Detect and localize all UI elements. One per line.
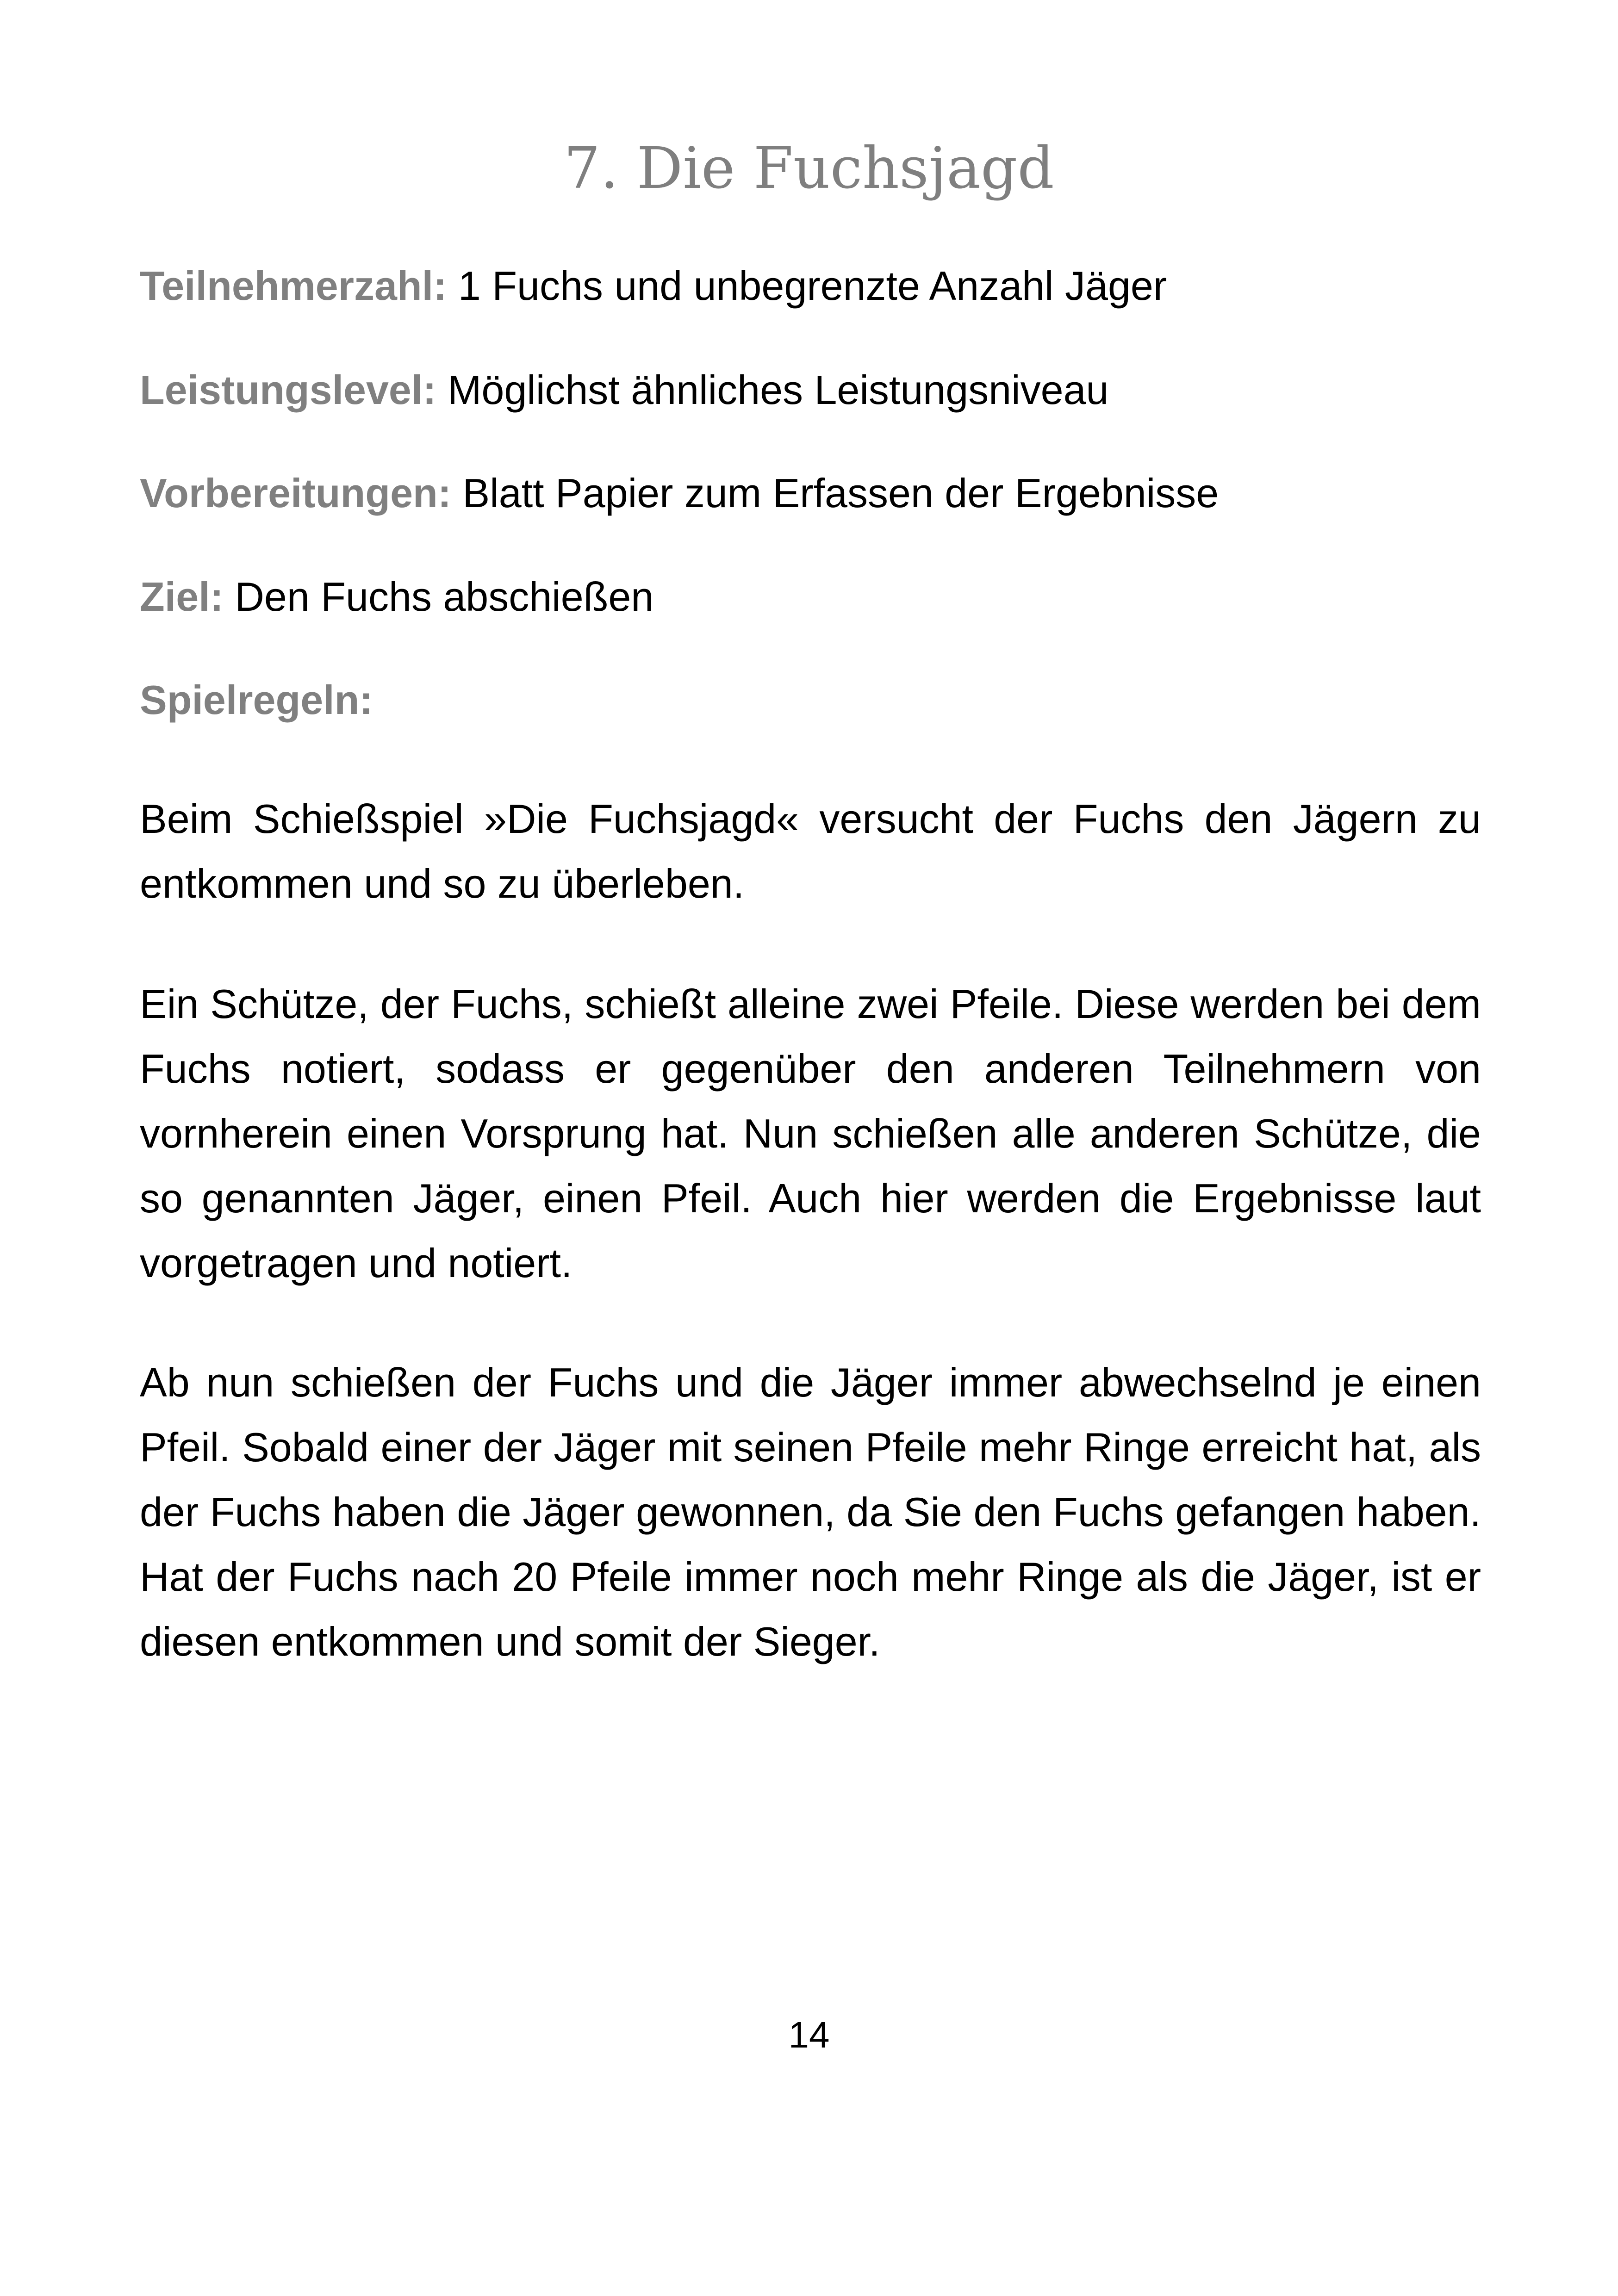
- meta-level-label: Leistungslevel:: [140, 367, 436, 413]
- meta-goal-value: Den Fuchs abschießen: [235, 574, 654, 620]
- meta-preparations: [140, 469, 1482, 518]
- meta-preparations-value: Blatt Papier zum Erfassen der Ergebnisse: [462, 470, 1219, 516]
- meta-rules-label: Spielregeln:: [140, 677, 373, 723]
- meta-level-value: Möglichst ähnliches Leistungsniveau: [448, 367, 1109, 413]
- meta-goal: [140, 572, 1482, 621]
- meta-rules: [140, 676, 1482, 725]
- meta-preparations-label: Vorbereitungen:: [140, 470, 452, 516]
- meta-participants-value: 1 Fuchs und unbegrenzte Anzahl Jäger: [458, 263, 1167, 309]
- page-title: 7. Die Fuchsjagd: [564, 135, 1054, 202]
- meta-level: [140, 366, 1482, 415]
- meta-goal-label: Ziel:: [140, 574, 224, 620]
- body-paragraph: Beim Schießspiel »Die Fuchsjagd« versucht der Fuchs den Jägern zu entkommen und so zu überleben.: [140, 796, 1481, 906]
- meta-participants-label: Teilnehmerzahl:: [140, 263, 447, 309]
- meta-participants: [140, 261, 1482, 310]
- body-paragraph: Ab nun schießen der Fuchs und die Jäger immer abwechselnd je einen Pfeil. Sobald einer der Jäger mit seinen Pfeile mehr Ringe erreicht hat, als der Fuchs haben die Jäger gewonnen, da Sie den Fuchs gefangen haben. Hat der Fuchs nach 20 Pfeile immer noch mehr Ringe als die Jäger, ist er diesen entkommen und somit der Sieger.: [140, 1359, 1481, 1664]
- body-paragraph: Ein Schütze, der Fuchs, schießt alleine zwei Pfeile. Diese werden bei dem Fuchs notiert, sodass er gegenüber den anderen Teilnehmern von vornherein einen Vorsprung hat. Nun schießen alle anderen Schütze, die so genannten Jäger, einen Pfeil. Auch hier werden die Ergebnisse laut vorgetragen und notiert.: [140, 981, 1481, 1286]
- page-number: 14: [788, 2014, 830, 2055]
